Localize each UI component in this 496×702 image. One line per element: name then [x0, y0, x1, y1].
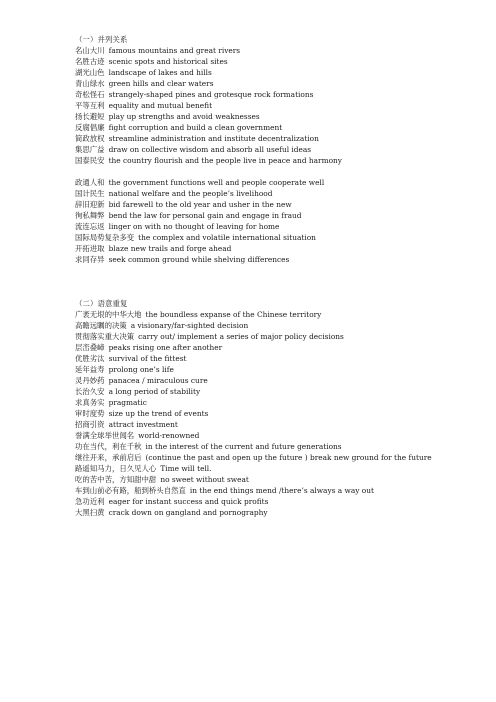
chinese-phrase: 国际局势复杂多变	[75, 233, 135, 242]
english-translation: play up strengths and avoid weaknesses	[108, 112, 260, 121]
english-translation: Time will tell.	[160, 464, 212, 473]
phrase-row	[75, 221, 487, 232]
phrase-row	[75, 419, 487, 430]
phrase-row	[75, 364, 487, 375]
chinese-phrase: 简政放权	[75, 134, 105, 143]
chinese-phrase: 路遥知马力，日久见人心	[75, 464, 157, 473]
english-translation: attract investment	[108, 420, 178, 429]
chinese-phrase: 徇私舞弊	[75, 211, 105, 220]
phrase-row	[75, 111, 487, 122]
chinese-phrase: 平等互利	[75, 101, 105, 110]
english-translation: national welfare and the people’s livelihood	[108, 189, 273, 198]
chinese-phrase: 审时度势	[75, 409, 105, 418]
chinese-phrase: 求真务实	[75, 398, 105, 407]
english-translation: prolong one’s life	[108, 365, 174, 374]
english-translation: a visionary/far-sighted decision	[130, 321, 249, 330]
phrase-row	[75, 353, 487, 364]
english-translation: blaze new trails and forge ahead	[108, 244, 232, 253]
english-translation: pragmatic	[108, 398, 147, 407]
chinese-phrase: 反腐倡廉	[75, 123, 105, 132]
chinese-phrase: 扬长避短	[75, 112, 105, 121]
phrase-row	[75, 430, 487, 441]
english-translation: the complex and volatile international situation	[138, 233, 316, 242]
chinese-phrase: 名胜古迹	[75, 57, 105, 66]
english-translation: the boundless expanse of the Chinese territory	[145, 310, 322, 319]
english-translation: survival of the fittest	[108, 354, 187, 363]
phrase-row	[75, 309, 487, 320]
phrase-row	[75, 67, 487, 78]
chinese-phrase: 急功近利	[75, 497, 105, 506]
chinese-phrase: 高瞻远瞩的决策	[75, 321, 127, 330]
chinese-phrase: 名山大川	[75, 46, 105, 55]
section-gap	[75, 265, 487, 298]
english-translation: world-renowned	[138, 431, 200, 440]
english-translation: streamline administration and institute decentralization	[108, 134, 319, 143]
chinese-phrase: 誉满全球举世闻名	[75, 431, 135, 440]
english-translation: draw on collective wisdom and absorb all useful ideas	[108, 145, 312, 154]
chinese-phrase: 辞旧迎新	[75, 200, 105, 209]
english-translation: linger on with no thought of leaving for home	[108, 222, 280, 231]
phrase-row	[75, 155, 487, 166]
chinese-phrase: 国泰民安	[75, 156, 105, 165]
english-translation: panacea / miraculous cure	[108, 376, 208, 385]
phrase-row	[75, 188, 487, 199]
chinese-phrase: 吃的苦中苦，方知甜中甜	[75, 475, 157, 484]
chinese-phrase: 国计民生	[75, 189, 105, 198]
english-translation: strangely-shaped pines and grotesque rock formations	[108, 90, 314, 99]
english-translation: equality and mutual benefit	[108, 101, 213, 110]
phrase-row	[75, 144, 487, 155]
chinese-phrase: 政通人和	[75, 178, 105, 187]
english-translation: peaks rising one after another	[108, 343, 223, 352]
english-translation: in the end things mend /there’s always a way out	[189, 486, 374, 495]
document-page	[75, 34, 487, 518]
english-translation: size up the trend of events	[108, 409, 209, 418]
phrase-row	[75, 45, 487, 56]
blank-line	[75, 166, 487, 177]
chinese-phrase: 求同存异	[75, 255, 105, 264]
phrase-row	[75, 320, 487, 331]
english-translation: carry out/ implement a series of major policy decisions	[138, 332, 344, 341]
chinese-phrase: 青山绿水	[75, 79, 105, 88]
english-translation: crack down on gangland and pornography	[108, 508, 268, 517]
chinese-phrase: 继往开来，承前启后	[75, 453, 142, 462]
english-translation: the country flourish and the people live in peace and harmony	[108, 156, 342, 165]
phrase-row	[75, 177, 487, 188]
phrase-row	[75, 375, 487, 386]
section-heading-repetition: （二）语意重复	[75, 299, 128, 308]
chinese-phrase: 长治久安	[75, 387, 105, 396]
section-heading-parallel: （一）并列关系	[75, 35, 128, 44]
phrase-row	[75, 89, 487, 100]
phrase-row	[75, 232, 487, 243]
phrase-row	[75, 210, 487, 221]
phrase-row	[75, 78, 487, 89]
chinese-phrase: 广袤无垠的中华大地	[75, 310, 142, 319]
english-translation: no sweet without sweat	[160, 475, 249, 484]
phrase-list-parallel-2	[75, 177, 487, 265]
phrase-row	[75, 485, 487, 496]
chinese-phrase: 灵丹妙药	[75, 376, 105, 385]
phrase-row	[75, 56, 487, 67]
phrase-list-repetition	[75, 309, 487, 518]
phrase-row	[75, 122, 487, 133]
chinese-phrase: 奇松怪石	[75, 90, 105, 99]
chinese-phrase: 湖光山色	[75, 68, 105, 77]
phrase-row	[75, 452, 487, 463]
chinese-phrase: 贯彻落实重大决策	[75, 332, 135, 341]
chinese-phrase: 优胜劣汰	[75, 354, 105, 363]
phrase-row	[75, 463, 487, 474]
phrase-row	[75, 408, 487, 419]
phrase-row	[75, 342, 487, 353]
chinese-phrase: 大黑扫黄	[75, 508, 105, 517]
chinese-phrase: 招商引资	[75, 420, 105, 429]
chinese-phrase: 集思广益	[75, 145, 105, 154]
chinese-phrase: 功在当代，利在千秋	[75, 442, 142, 451]
phrase-row	[75, 386, 487, 397]
phrase-row	[75, 243, 487, 254]
phrase-row	[75, 507, 487, 518]
english-translation: bend the law for personal gain and engage in fraud	[108, 211, 302, 220]
phrase-row	[75, 441, 487, 452]
english-translation: landscape of lakes and hills	[108, 68, 212, 77]
english-translation: the government functions well and people cooperate well	[108, 178, 325, 187]
phrase-row	[75, 133, 487, 144]
english-translation: (continue the past and open up the future ) break new ground for the future	[145, 453, 432, 462]
chinese-phrase: 开拓进取	[75, 244, 105, 253]
english-translation: fight corruption and build a clean government	[108, 123, 283, 132]
english-translation: seek common ground while shelving differences	[108, 255, 290, 264]
phrase-row	[75, 199, 487, 210]
chinese-phrase: 延年益寿	[75, 365, 105, 374]
english-translation: eager for instant success and quick profits	[108, 497, 269, 506]
phrase-row	[75, 331, 487, 342]
chinese-phrase: 流连忘返	[75, 222, 105, 231]
english-translation: famous mountains and great rivers	[108, 46, 241, 55]
chinese-phrase: 车到山前必有路，船到桥头自然直	[75, 486, 186, 495]
english-translation: bid farewell to the old year and usher in the new	[108, 200, 292, 209]
english-translation: a long period of stability	[108, 387, 201, 396]
phrase-row	[75, 474, 487, 485]
phrase-row	[75, 100, 487, 111]
english-translation: green hills and clear waters	[108, 79, 214, 88]
phrase-row	[75, 254, 487, 265]
phrase-row	[75, 496, 487, 507]
english-translation: in the interest of the current and future generations	[145, 442, 342, 451]
phrase-list-parallel-1	[75, 45, 487, 166]
chinese-phrase: 层峦叠嶂	[75, 343, 105, 352]
phrase-row	[75, 397, 487, 408]
english-translation: scenic spots and historical sites	[108, 57, 228, 66]
